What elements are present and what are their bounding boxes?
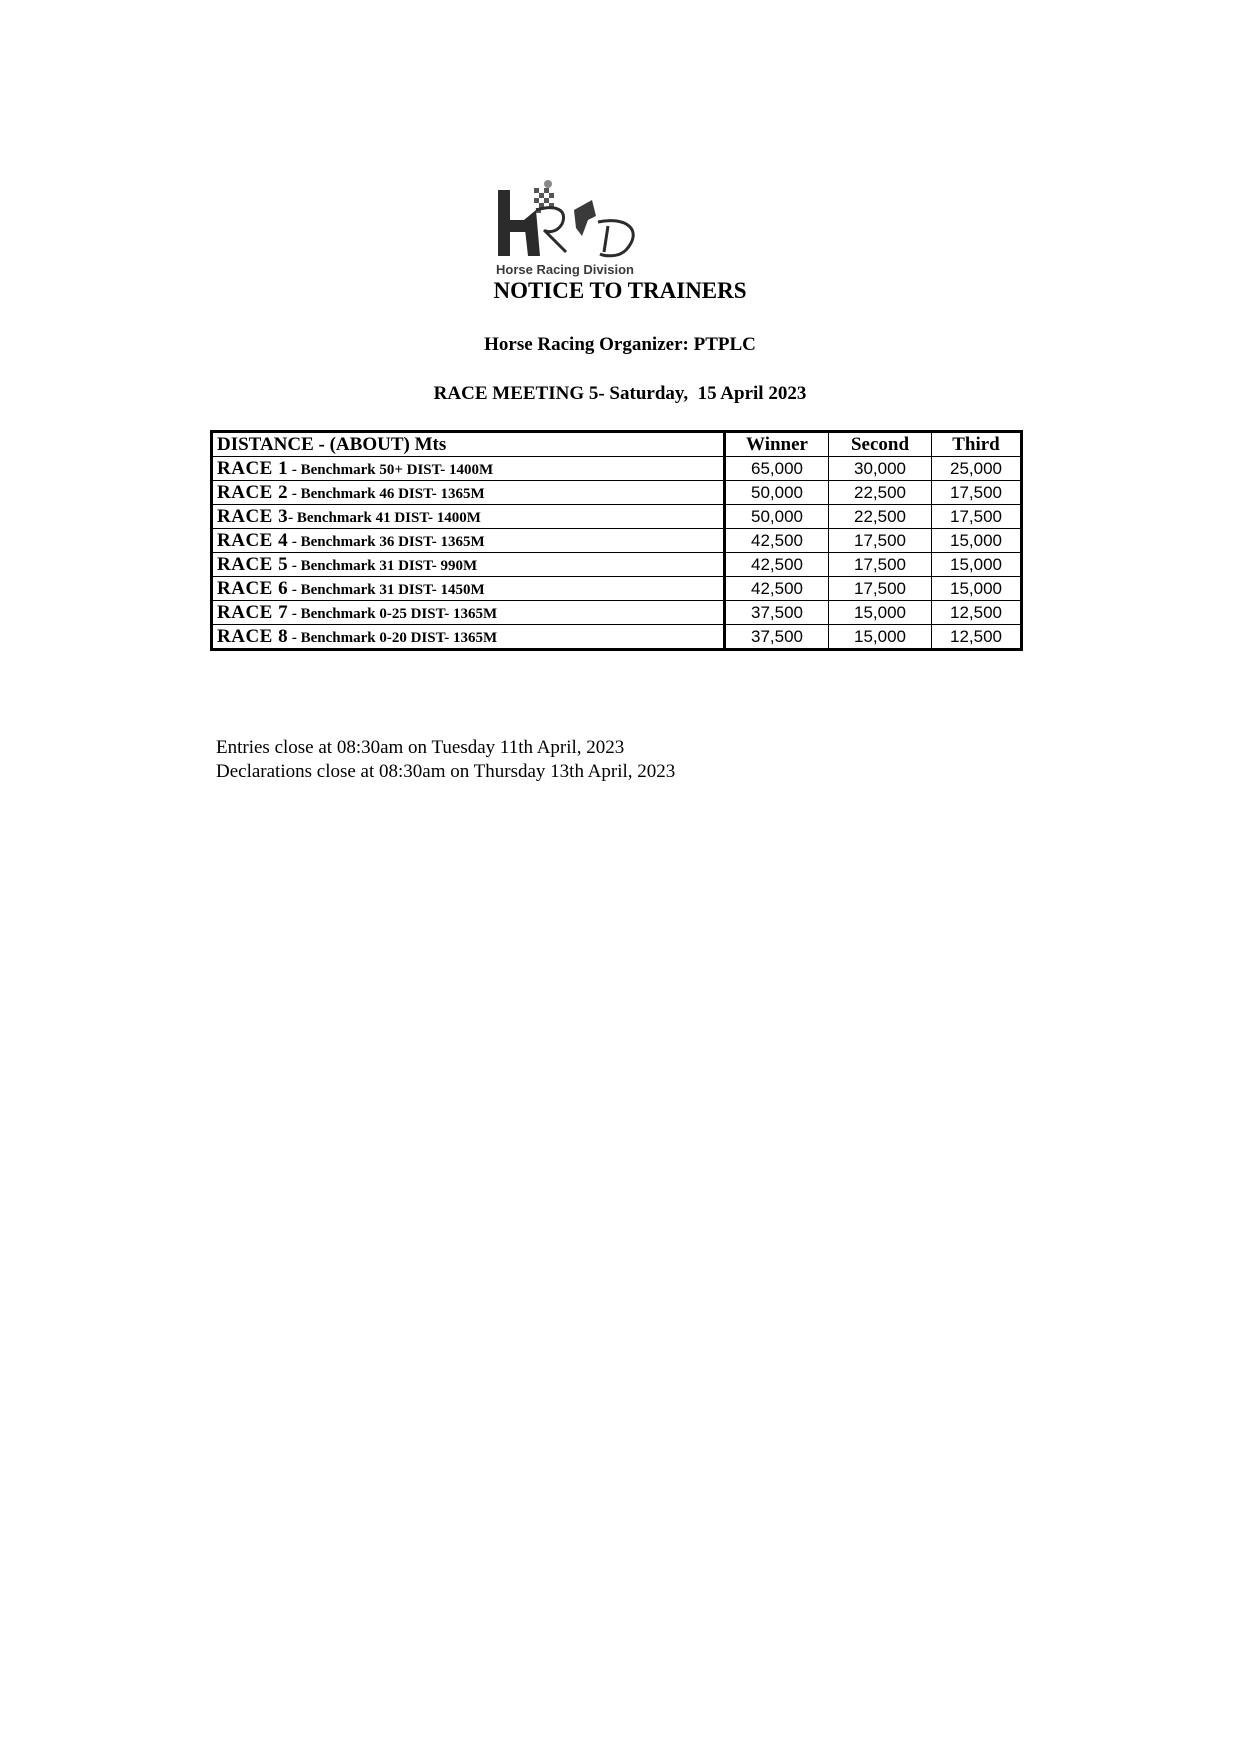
race-name-cell <box>212 577 725 601</box>
winner-prize: 50,000 <box>725 481 829 505</box>
race-name-cell <box>212 529 725 553</box>
second-prize: 17,500 <box>829 553 932 577</box>
column-header-third: Third <box>932 432 1022 457</box>
race-number: RACE 1 <box>217 457 289 479</box>
meeting-line: RACE MEETING 5- Saturday, 15 April 2023 <box>433 383 807 404</box>
column-header-winner: Winner <box>725 432 829 457</box>
table-row <box>212 625 1022 650</box>
race-description: - Benchmark 46 DIST- 1365M <box>288 485 485 502</box>
race-number: RACE 2 <box>217 481 289 503</box>
second-prize: 15,000 <box>829 625 932 650</box>
race-name-cell <box>212 553 725 577</box>
page-title: NOTICE TO TRAINERS <box>493 278 747 303</box>
table-row <box>212 457 1022 481</box>
race-description: - Benchmark 0-20 DIST- 1365M <box>288 629 498 646</box>
second-prize: 22,500 <box>829 481 932 505</box>
closing-dates <box>216 736 675 784</box>
column-header-second: Second <box>829 432 932 457</box>
race-number: RACE 3 <box>217 505 289 527</box>
winner-prize: 50,000 <box>725 505 829 529</box>
winner-prize: 42,500 <box>725 553 829 577</box>
third-prize: 15,000 <box>932 553 1022 577</box>
winner-prize: 42,500 <box>725 577 829 601</box>
race-name-cell <box>212 457 725 481</box>
race-number: RACE 4 <box>217 529 289 551</box>
entries-close-text: Entries close at 08:30am on Tuesday 11th April, 2023 <box>216 737 625 758</box>
organizer-line: Horse Racing Organizer: PTPLC <box>484 334 756 355</box>
race-description: - Benchmark 50+ DIST- 1400M <box>288 461 494 478</box>
second-prize: 17,500 <box>829 577 932 601</box>
second-prize: 15,000 <box>829 601 932 625</box>
race-name-cell <box>212 601 725 625</box>
third-prize: 17,500 <box>932 505 1022 529</box>
race-number: RACE 8 <box>217 625 289 647</box>
third-prize: 25,000 <box>932 457 1022 481</box>
table-header-row <box>212 432 1022 457</box>
table-row <box>212 601 1022 625</box>
race-name-cell <box>212 505 725 529</box>
third-prize: 15,000 <box>932 577 1022 601</box>
hrd-logo-icon <box>496 180 656 264</box>
race-number: RACE 6 <box>217 577 289 599</box>
logo-caption: Horse Racing Division <box>496 262 634 277</box>
winner-prize: 65,000 <box>725 457 829 481</box>
race-number: RACE 7 <box>217 601 289 623</box>
third-prize: 15,000 <box>932 529 1022 553</box>
table-row <box>212 553 1022 577</box>
declarations-close-text: Declarations close at 08:30am on Thursday 13th April, 2023 <box>216 761 676 782</box>
table-row <box>212 529 1022 553</box>
race-description: - Benchmark 36 DIST- 1365M <box>288 533 485 550</box>
race-name-cell <box>212 625 725 650</box>
race-description: - Benchmark 0-25 DIST- 1365M <box>288 605 498 622</box>
winner-prize: 37,500 <box>725 625 829 650</box>
table-row <box>212 577 1022 601</box>
winner-prize: 42,500 <box>725 529 829 553</box>
table-row <box>212 481 1022 505</box>
race-name-cell <box>212 481 725 505</box>
column-header-distance: DISTANCE - (ABOUT) Mts <box>212 432 725 457</box>
third-prize: 12,500 <box>932 601 1022 625</box>
race-description: - Benchmark 31 DIST- 1450M <box>288 581 485 598</box>
second-prize: 22,500 <box>829 505 932 529</box>
race-description: - Benchmark 31 DIST- 990M <box>288 557 478 574</box>
race-description: - Benchmark 41 DIST- 1400M <box>288 509 481 526</box>
hrd-logo <box>496 180 656 280</box>
race-prize-table <box>210 430 1023 651</box>
winner-prize: 37,500 <box>725 601 829 625</box>
race-number: RACE 5 <box>217 553 289 575</box>
second-prize: 17,500 <box>829 529 932 553</box>
third-prize: 17,500 <box>932 481 1022 505</box>
table-row <box>212 505 1022 529</box>
second-prize: 30,000 <box>829 457 932 481</box>
third-prize: 12,500 <box>932 625 1022 650</box>
